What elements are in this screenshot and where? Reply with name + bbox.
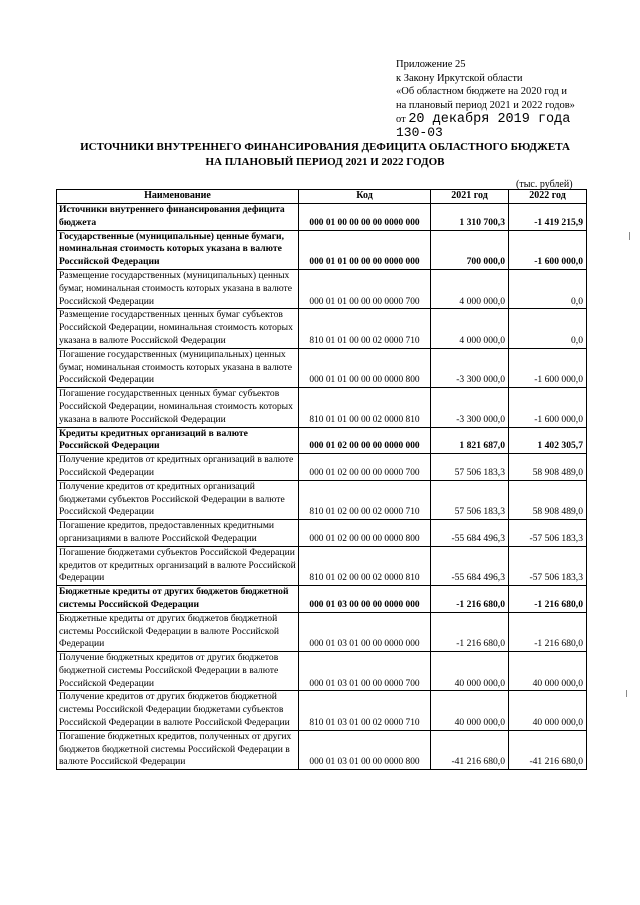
appendix-line: к Закону Иркутской области <box>396 72 523 84</box>
row-value-2021: 1 821 687,0 <box>431 427 509 454</box>
row-name: Погашение бюджетами субъектов Российской Федерации кредитов от кредитных организаций в валюте Российской Федерации <box>57 546 299 585</box>
table-row <box>57 612 587 651</box>
row-name: Погашение бюджетных кредитов, полученных от других бюджетов бюджетной системы Российской Федерации в валюте Российской Федерации <box>57 730 299 769</box>
row-value-2022: -57 506 183,3 <box>509 520 587 547</box>
date-value: 20 декабря 2019 года <box>408 112 571 127</box>
row-code: 810 01 02 00 00 02 0000 810 <box>299 546 431 585</box>
row-code: 000 01 03 01 00 00 0000 700 <box>299 652 431 691</box>
row-value-2021: -41 216 680,0 <box>431 730 509 769</box>
row-value-2021: -55 684 496,3 <box>431 546 509 585</box>
row-code: 000 01 02 00 00 00 0000 800 <box>299 520 431 547</box>
row-name: Кредиты кредитных организаций в валюте Российской Федерации <box>57 427 299 454</box>
column-header-code: Код <box>299 190 431 204</box>
row-name: Получение бюджетных кредитов от других бюджетов бюджетной системы Российской Федерации в валюте Российской Федерации <box>57 652 299 691</box>
row-name: Бюджетные кредиты от других бюджетов бюджетной системы Российской Федерации <box>57 586 299 613</box>
row-name: Размещение государственных ценных бумаг субъектов Российской Федерации, номинальная стоимость которых указана в валюте Российской Федерации <box>57 309 299 348</box>
row-value-2022: -1 600 000,0 <box>509 230 587 269</box>
row-value-2022: 0,0 <box>509 309 587 348</box>
table-row <box>57 269 587 308</box>
title-line: ИСТОЧНИКИ ВНУТРЕННЕГО ФИНАНСИРОВАНИЯ ДЕФИЦИТА ОБЛАСТНОГО БЮДЖЕТА <box>80 141 570 153</box>
row-code: 000 01 03 00 00 00 0000 000 <box>299 586 431 613</box>
table-row <box>57 348 587 387</box>
appendix-line: «Об областном бюджете на 2020 год и <box>396 86 567 97</box>
row-name: Получение кредитов от кредитных организаций бюджетами субъектов Российской Федерации в валюте Российской Федерации <box>57 480 299 519</box>
column-header-2021: 2021 год <box>431 190 509 204</box>
row-value-2021: 40 000 000,0 <box>431 691 509 730</box>
table-row <box>57 454 587 481</box>
row-code: 000 01 02 00 00 00 0000 000 <box>299 427 431 454</box>
row-code: 810 01 03 01 00 02 0000 710 <box>299 691 431 730</box>
row-name: Получение кредитов от других бюджетов бюджетной системы Российской Федерации бюджетами субъектов Российской Федерации в валюте Российской Федерации <box>57 691 299 730</box>
row-value-2022: 1 402 305,7 <box>509 427 587 454</box>
table-row <box>57 204 587 231</box>
row-name: Бюджетные кредиты от других бюджетов бюджетной системы Российской Федерации в валюте Российской Федерации <box>57 612 299 651</box>
row-code: 000 01 02 00 00 00 0000 700 <box>299 454 431 481</box>
row-value-2022: -57 506 183,3 <box>509 546 587 585</box>
row-name: Государственные (муниципальные) ценные бумаги, номинальная стоимость которых указана в валюте Российской Федерации <box>57 230 299 269</box>
financing-table <box>56 189 587 770</box>
row-name: Размещение государственных (муниципальных) ценных бумаг, номинальная стоимость которых указана в валюте Российской Федерации <box>57 269 299 308</box>
table-header-row <box>57 190 587 204</box>
row-code: 000 01 01 00 00 00 0000 000 <box>299 230 431 269</box>
row-name: Источники внутреннего финансирования дефицита бюджета <box>57 204 299 231</box>
title-line: НА ПЛАНОВЫЙ ПЕРИОД 2021 И 2022 ГОДОВ <box>205 156 445 168</box>
row-value-2021: 57 506 183,3 <box>431 480 509 519</box>
table-row <box>57 427 587 454</box>
row-value-2021: 4 000 000,0 <box>431 309 509 348</box>
row-name: Погашение государственных ценных бумаг субъектов Российской Федерации, номинальная стоимость которых указана в валюте Российской Федерации <box>57 388 299 427</box>
row-name: Погашение кредитов, предоставленных кредитными организациями в валюте Российской Федерации <box>57 520 299 547</box>
units-label: (тыс. рублей) <box>516 179 573 190</box>
row-code: 000 01 03 01 00 00 0000 000 <box>299 612 431 651</box>
scan-mark <box>626 690 627 697</box>
row-code: 000 01 03 01 00 00 0000 800 <box>299 730 431 769</box>
row-code: 810 01 02 00 00 02 0000 710 <box>299 480 431 519</box>
table-row <box>57 652 587 691</box>
table-row <box>57 230 587 269</box>
row-value-2022: -41 216 680,0 <box>509 730 587 769</box>
table-row <box>57 388 587 427</box>
row-value-2021: -1 216 680,0 <box>431 586 509 613</box>
row-code: 810 01 01 00 00 02 0000 710 <box>299 309 431 348</box>
table-row <box>57 309 587 348</box>
appendix-line: на плановый период 2021 и 2022 годов» <box>396 99 575 111</box>
document-title <box>60 140 590 170</box>
row-value-2022: 0,0 <box>509 269 587 308</box>
row-value-2021: -55 684 496,3 <box>431 520 509 547</box>
row-code: 000 01 00 00 00 00 0000 000 <box>299 204 431 231</box>
row-name: Получение кредитов от кредитных организаций в валюте Российской Федерации <box>57 454 299 481</box>
row-code: 000 01 01 00 00 00 0000 700 <box>299 269 431 308</box>
appendix-line: Приложение 25 <box>396 59 466 70</box>
table-row <box>57 546 587 585</box>
column-header-name: Наименование <box>57 190 299 204</box>
scan-mark <box>629 232 630 240</box>
row-value-2022: -1 600 000,0 <box>509 348 587 387</box>
row-code: 810 01 01 00 00 02 0000 810 <box>299 388 431 427</box>
row-name: Погашение государственных (муниципальных) ценных бумаг, номинальная стоимость которых указана в валюте Российской Федерации <box>57 348 299 387</box>
row-value-2021: -1 216 680,0 <box>431 612 509 651</box>
law-number: 130-03 <box>396 124 443 140</box>
row-value-2021: 57 506 183,3 <box>431 454 509 481</box>
row-value-2022: -1 600 000,0 <box>509 388 587 427</box>
column-header-2022: 2022 год <box>509 190 587 204</box>
row-value-2022: 40 000 000,0 <box>509 652 587 691</box>
row-value-2022: 40 000 000,0 <box>509 691 587 730</box>
row-value-2021: -3 300 000,0 <box>431 348 509 387</box>
table-row <box>57 480 587 519</box>
row-value-2022: -1 216 680,0 <box>509 612 587 651</box>
date-prefix: от <box>396 114 406 125</box>
row-value-2022: 58 908 489,0 <box>509 454 587 481</box>
row-value-2021: 40 000 000,0 <box>431 652 509 691</box>
table-row <box>57 520 587 547</box>
appendix-header <box>396 58 626 139</box>
row-value-2022: -1 419 215,9 <box>509 204 587 231</box>
row-value-2022: -1 216 680,0 <box>509 586 587 613</box>
row-code: 000 01 01 00 00 00 0000 800 <box>299 348 431 387</box>
table-row <box>57 586 587 613</box>
table-row <box>57 730 587 769</box>
row-value-2022: 58 908 489,0 <box>509 480 587 519</box>
row-value-2021: -3 300 000,0 <box>431 388 509 427</box>
row-value-2021: 1 310 700,3 <box>431 204 509 231</box>
row-value-2021: 4 000 000,0 <box>431 269 509 308</box>
row-value-2021: 700 000,0 <box>431 230 509 269</box>
table-row <box>57 691 587 730</box>
